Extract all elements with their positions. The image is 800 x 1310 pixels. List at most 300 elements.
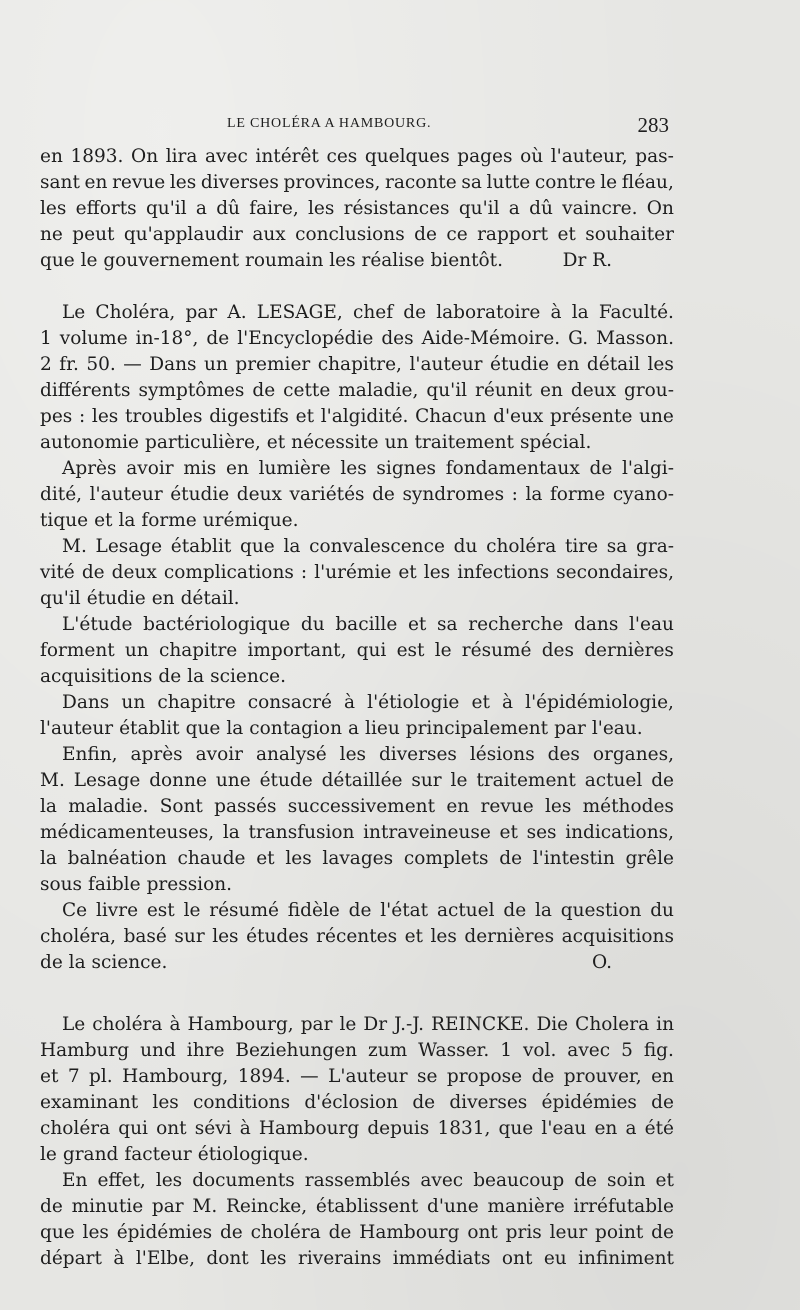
word: M. <box>40 770 65 791</box>
word: de <box>206 328 230 349</box>
word: deux <box>570 380 616 401</box>
word: détail <box>586 354 641 375</box>
word: la <box>283 536 301 557</box>
word: une <box>215 770 251 791</box>
word: organes, <box>592 744 674 765</box>
word: et <box>471 692 490 713</box>
word: Masson. <box>596 328 674 349</box>
word: prouver, <box>563 1066 642 1087</box>
word: conditions <box>193 1092 291 1113</box>
word: raconte <box>385 172 457 193</box>
word: les <box>340 458 367 479</box>
word: dû <box>529 198 553 219</box>
word: sur <box>411 770 442 791</box>
word: irréfutable <box>573 1196 674 1217</box>
word: choléra <box>486 536 557 557</box>
word: acquisitions <box>561 926 674 947</box>
word: l'Encyclopédie <box>237 328 374 349</box>
word: les <box>82 1222 109 1243</box>
word: l'intestin <box>532 848 615 869</box>
word: un <box>124 640 149 661</box>
word: convalescence <box>309 536 445 557</box>
word: conclusions <box>295 224 405 245</box>
word: qu'il <box>426 380 468 401</box>
word: Ce <box>62 900 88 921</box>
word: Lesage <box>95 536 163 557</box>
text-line <box>40 534 674 560</box>
word: d'une <box>427 1196 479 1217</box>
word: 1894. <box>237 1066 291 1087</box>
word: chapitre, <box>317 354 402 375</box>
word: revue <box>112 172 166 193</box>
word: nécessite <box>291 432 379 453</box>
word: vol. <box>522 1040 557 1061</box>
word: : <box>511 484 518 505</box>
word: en <box>84 172 108 193</box>
word: Dans <box>62 692 110 713</box>
word: les <box>155 1170 183 1191</box>
word: présente <box>550 406 633 427</box>
word: important, <box>247 640 347 661</box>
word: une <box>639 406 674 427</box>
word: 1 <box>40 328 52 349</box>
text-line <box>40 612 674 638</box>
word: le <box>434 640 452 661</box>
word: LESAGE, <box>256 302 343 323</box>
word: l'eau <box>541 1118 587 1139</box>
word: peut <box>72 224 115 245</box>
word: Beziehungen <box>235 1040 357 1061</box>
word: sur <box>174 926 205 947</box>
word: des <box>541 640 574 661</box>
word: à <box>550 302 562 323</box>
word: avoir <box>126 458 174 479</box>
word: qu'il <box>40 588 81 609</box>
word: diverses <box>449 1092 528 1113</box>
word: consacré <box>247 692 332 713</box>
word: lumière <box>258 458 331 479</box>
word: forme <box>141 510 197 531</box>
word: les <box>308 198 335 219</box>
word: dernières <box>584 640 674 661</box>
word: des <box>547 744 580 765</box>
text-line <box>40 1116 674 1142</box>
word: la <box>118 510 136 531</box>
word: balnéation <box>67 848 167 869</box>
word: Lesage <box>73 770 141 791</box>
word: infections <box>457 562 550 583</box>
word: un <box>121 692 146 713</box>
paragraph-gap <box>40 976 674 1002</box>
word: a <box>508 198 520 219</box>
word: traitement <box>476 770 576 791</box>
word: examinant <box>40 1092 139 1113</box>
word: les <box>40 198 67 219</box>
word: manière <box>487 1196 565 1217</box>
word: M. <box>192 1196 218 1217</box>
text-line <box>40 872 674 898</box>
text-line <box>40 846 674 872</box>
word: sous <box>40 874 83 895</box>
word: le <box>600 172 618 193</box>
word: secondaires, <box>556 562 674 583</box>
word: de <box>252 380 276 401</box>
word: en <box>40 146 63 167</box>
text-line <box>40 638 674 664</box>
word: ne <box>40 224 63 245</box>
word: variétés <box>289 484 365 505</box>
text-line <box>40 508 674 534</box>
word: de <box>219 1222 243 1243</box>
word: dont <box>206 1248 249 1269</box>
word: eu <box>543 1248 567 1269</box>
word: in <box>656 1014 674 1035</box>
word: G. <box>568 328 589 349</box>
word: Aide-Mémoire. <box>421 328 561 349</box>
word: étude <box>259 770 313 791</box>
word: symptômes <box>138 380 245 401</box>
word: dité, <box>40 484 83 505</box>
word: et <box>256 848 275 869</box>
word: de <box>412 1092 436 1113</box>
word: un <box>204 354 228 375</box>
word: dans <box>574 614 619 635</box>
word: deux <box>236 484 282 505</box>
word: documents <box>192 1170 295 1191</box>
word: analysé <box>255 744 327 765</box>
word: 5 <box>621 1040 633 1061</box>
word: Dr <box>363 1014 388 1035</box>
word: bactériologique <box>143 614 291 635</box>
text-line <box>40 742 674 768</box>
word: grêle <box>625 848 674 869</box>
word: étudie <box>86 588 146 609</box>
text-line <box>40 1064 674 1090</box>
word: M. <box>62 536 87 557</box>
word: volume <box>59 328 128 349</box>
word: étudie <box>170 484 230 505</box>
word: l'algi- <box>622 458 674 479</box>
word: où <box>520 146 544 167</box>
word: 1831, <box>437 1118 491 1139</box>
body-text <box>40 144 674 1272</box>
word: la <box>226 718 244 739</box>
text-line <box>40 326 674 352</box>
word: le <box>183 900 201 921</box>
word: provinces, <box>283 172 381 193</box>
text-line <box>40 378 674 404</box>
text-line <box>40 222 674 248</box>
word: les <box>339 744 367 765</box>
word: actuel <box>584 770 643 791</box>
word: vaincre. <box>562 198 638 219</box>
word: fidèle <box>287 900 340 921</box>
word: après <box>130 744 183 765</box>
word: les <box>647 354 674 375</box>
word: 1 <box>500 1040 512 1061</box>
word: grand <box>62 1144 119 1165</box>
word: et <box>655 1170 674 1191</box>
word: du <box>300 614 325 635</box>
word: diverses <box>200 172 279 193</box>
word: les <box>423 562 451 583</box>
word: aux <box>252 224 286 245</box>
word: en <box>540 380 563 401</box>
word: d'eux <box>493 406 544 427</box>
word: épidémies <box>541 1092 637 1113</box>
word: est <box>396 640 425 661</box>
word: choléra <box>40 1118 111 1139</box>
word: les <box>91 406 119 427</box>
word: contagion <box>249 718 342 739</box>
word: et <box>40 1066 59 1087</box>
word: Hamburg <box>40 1040 130 1061</box>
word: vité <box>40 562 75 583</box>
word: 7 <box>67 1066 80 1087</box>
word: de <box>651 1092 674 1113</box>
word: les <box>169 172 197 193</box>
word: en <box>226 458 249 479</box>
word: forment <box>40 640 115 661</box>
word: pression. <box>146 874 233 895</box>
word: de <box>574 1170 597 1191</box>
word: de <box>531 1066 555 1087</box>
word: de <box>651 1222 674 1243</box>
word: de <box>414 224 437 245</box>
word: question <box>560 900 642 921</box>
word: complications <box>163 562 294 583</box>
word: rapport <box>477 224 549 245</box>
word: chef <box>352 302 394 323</box>
word: et <box>94 510 113 531</box>
signature: Dr R. <box>562 250 612 271</box>
word: gra- <box>636 536 674 557</box>
text-line <box>40 664 674 690</box>
word: zum <box>367 1040 408 1061</box>
word: grou- <box>623 380 674 401</box>
word: ont <box>467 1222 498 1243</box>
word: pes <box>40 406 73 427</box>
word: la <box>571 302 589 323</box>
word: choléra <box>92 1014 163 1035</box>
page-number: 283 <box>637 113 669 137</box>
word: à <box>169 1014 181 1035</box>
word: minutie <box>71 1196 144 1217</box>
word: l'urémie <box>314 562 392 583</box>
word: Hambourg, <box>122 1066 229 1087</box>
word: qui <box>118 1118 148 1139</box>
word: l'eau. <box>591 718 643 739</box>
word: troubles <box>124 406 203 427</box>
word: sant <box>40 172 80 193</box>
word: Le <box>62 302 86 323</box>
word: On <box>131 146 159 167</box>
paragraph-gap-small <box>40 1002 674 1012</box>
text-line <box>40 1038 674 1064</box>
word: depuis <box>367 1118 430 1139</box>
word: l'auteur <box>409 354 483 375</box>
word: à <box>113 1248 125 1269</box>
text-line <box>40 924 674 950</box>
word: infiniment <box>578 1248 674 1269</box>
word: lutte <box>486 172 531 193</box>
word: Enfin, <box>62 744 118 765</box>
word: signes <box>376 458 437 479</box>
word: ses <box>526 822 557 843</box>
word: acquisitions <box>40 666 153 687</box>
text-line <box>40 456 674 482</box>
word: étiologique. <box>197 1144 309 1165</box>
word: revue <box>480 796 534 817</box>
word: deux <box>111 562 157 583</box>
word: quelques <box>364 146 450 167</box>
word: fléau, <box>621 172 674 193</box>
signature: O. <box>592 952 612 973</box>
word: maladie, <box>338 380 419 401</box>
text-line <box>40 300 674 326</box>
word: A. <box>227 302 247 323</box>
running-title: LE CHOLÉRA A HAMBOURG. <box>227 116 432 131</box>
text-line <box>40 1012 674 1038</box>
word: a <box>625 1118 637 1139</box>
word: choléra, <box>40 926 117 947</box>
word: dû <box>216 198 240 219</box>
word: point <box>595 1222 644 1243</box>
text-line <box>40 248 674 274</box>
word: lésions <box>469 744 535 765</box>
word: Wasser. <box>418 1040 490 1061</box>
paragraph-last-line: que le gouvernement roumain les réalise bientôt. <box>40 250 503 271</box>
word: les <box>430 926 457 947</box>
word: efforts <box>75 198 137 219</box>
word: les <box>212 926 239 947</box>
word: pl. <box>89 1066 113 1087</box>
word: est <box>146 900 175 921</box>
word: traitement <box>414 432 514 453</box>
word: différents <box>40 380 131 401</box>
word: bacille <box>335 614 398 635</box>
word: Chacun <box>415 406 487 427</box>
word: und <box>140 1040 176 1061</box>
paragraph-gap <box>40 274 674 300</box>
word: fig. <box>643 1040 674 1061</box>
text-line <box>40 482 674 508</box>
word: par <box>554 718 586 739</box>
word: en <box>446 796 470 817</box>
word: un <box>384 432 409 453</box>
word: L'auteur <box>328 1066 408 1087</box>
word: digestifs <box>209 406 289 427</box>
word: que <box>185 718 221 739</box>
word: 2 <box>40 354 52 375</box>
word: pris <box>505 1222 542 1243</box>
word: : <box>78 406 86 427</box>
word: l'auteur, <box>550 146 628 167</box>
word: établit <box>170 536 232 557</box>
word: les <box>152 1092 179 1113</box>
word: : <box>300 562 308 583</box>
word: L'étude <box>62 614 133 635</box>
text-line <box>40 768 674 794</box>
text-line <box>40 1142 674 1168</box>
word: à <box>502 692 514 713</box>
word: les <box>544 796 572 817</box>
word: On <box>646 198 674 219</box>
word: la <box>40 848 57 869</box>
word: des <box>381 328 414 349</box>
word: établit <box>119 718 180 739</box>
text-line <box>40 1090 674 1116</box>
word: en <box>556 354 580 375</box>
word: résistances <box>343 198 450 219</box>
word: forme <box>549 484 606 505</box>
word: par <box>151 1196 184 1217</box>
word: Sont <box>159 796 203 817</box>
word: syndromes <box>402 484 505 505</box>
text-line <box>40 1220 674 1246</box>
text-line <box>40 794 674 820</box>
word: J.-J. <box>394 1014 425 1035</box>
word: de <box>403 302 427 323</box>
word: et <box>557 224 576 245</box>
word: réunit <box>475 380 533 401</box>
word: récentes <box>316 926 398 947</box>
word: qu'il <box>458 198 500 219</box>
word: Hambourg <box>258 1118 360 1139</box>
text-line <box>40 560 674 586</box>
word: 1893. <box>70 146 124 167</box>
word: propose <box>446 1066 523 1087</box>
word: Choléra, <box>95 302 176 323</box>
word: effet, <box>97 1170 146 1191</box>
word: méthodes <box>582 796 674 817</box>
word: souhaiter <box>585 224 674 245</box>
word: et <box>295 406 315 427</box>
word: de <box>328 1222 352 1243</box>
text-line <box>40 820 674 846</box>
word: intraveineuse <box>363 822 491 843</box>
word: faire, <box>249 198 299 219</box>
word: — <box>123 354 142 375</box>
word: départ <box>40 1248 102 1269</box>
word: mis <box>183 458 217 479</box>
word: REINCKE. <box>431 1014 530 1035</box>
word: épidémies <box>116 1222 213 1243</box>
text-line <box>40 430 674 456</box>
word: tique <box>40 510 89 531</box>
word: et <box>407 614 427 635</box>
word: détail. <box>180 588 240 609</box>
word: qui <box>356 640 387 661</box>
text-line <box>40 898 674 924</box>
word: complets <box>403 848 489 869</box>
word: qu'il <box>145 198 187 219</box>
word: cyano- <box>612 484 674 505</box>
word: avec <box>567 1040 611 1061</box>
word: indications, <box>565 822 674 843</box>
word: la <box>40 796 57 817</box>
word: chapitre <box>157 692 236 713</box>
word: de <box>499 848 523 869</box>
word: en <box>651 1066 674 1087</box>
word: Faculté. <box>598 302 674 323</box>
word: rassemblés <box>304 1170 411 1191</box>
word: d'éclosion <box>304 1092 399 1113</box>
word: cette <box>283 380 331 401</box>
word: intérêt <box>255 146 319 167</box>
word: de <box>40 1196 63 1217</box>
word: ces <box>326 146 358 167</box>
